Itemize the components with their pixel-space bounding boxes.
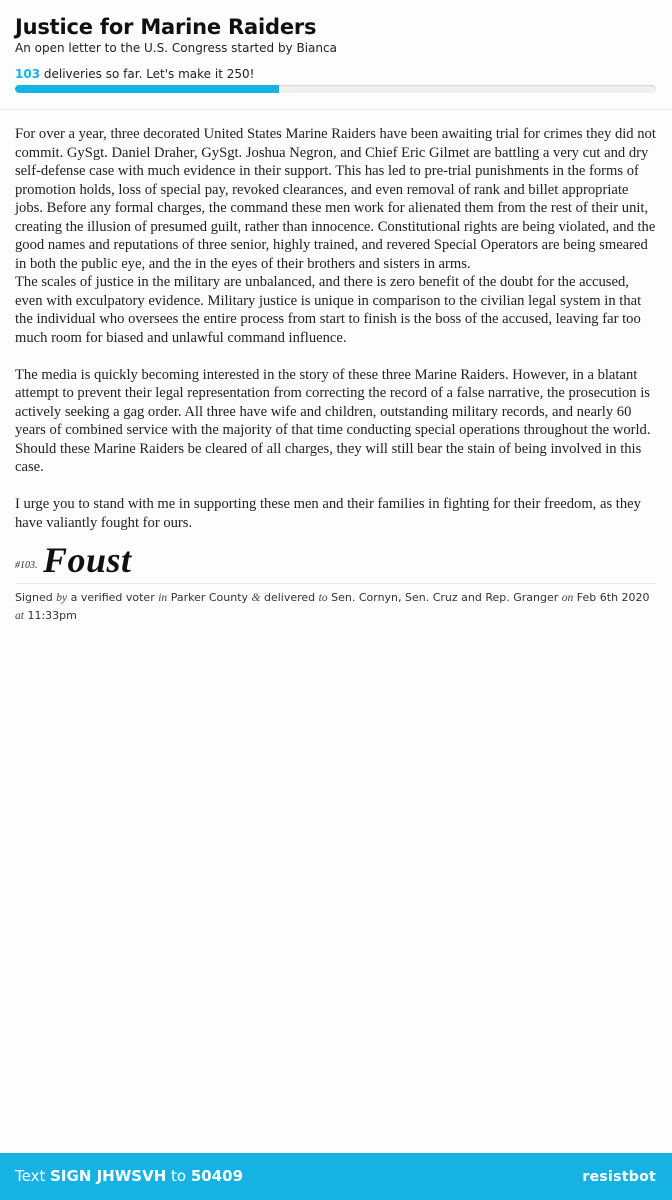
letter-body [15, 125, 657, 532]
deliveries-count: 103 [15, 67, 41, 81]
by-word: by [56, 592, 68, 604]
signature-name: Foust [43, 540, 132, 580]
letter-paragraph: For over a year, three decorated United States Marine Raiders have been awaiting trial for crimes they did not commit. GySgt. Daniel Draher, GySgt. Joshua Negron, and Chief Eric Gilmet are battling a very cut and dry self-defense case with much evidence in their support. This has led to pre-trial punishments in the forms of promotion holds, loss of special pay, revoked clearances, and even removal of rank and billet appropriate jobs. Before any formal charges, the command these men work for alienated them from the rest of their unit, creating the illusion of presumed guilt, rather than innocence. Constitutional rights are being violated, and the good names and reputations of three senior, highly trained, and revered Special Operators are being smeared in both the public eye, and the in the eyes of their brothers and sisters in arms. [15, 126, 656, 272]
deliveries-progress-fill [15, 85, 279, 93]
letter-paragraph: The media is quickly becoming interested in the story of these three Marine Raiders. However, in a blatant attempt to prevent their legal representation from correcting the record of a false narrative, the prosecution is actively seeking a gag order. All three have wife and children, outstanding military records, and nearly 60 years of combined service with the majority of that time conducting special operations throughout the world. Should these Marine Raiders be cleared of all charges, they will still bear the stain of being involved in this case. [15, 366, 651, 475]
page-title: Justice for Marine Raiders [15, 15, 317, 39]
text-to-sign-cta[interactable] [15, 1166, 243, 1186]
ampersand: & [251, 592, 261, 604]
letter-header [0, 0, 672, 110]
deliveries-status [15, 66, 254, 82]
to-word: to [171, 1167, 187, 1185]
signature-block [15, 538, 657, 586]
voter-status: a verified voter [70, 591, 155, 604]
signature-details [15, 589, 660, 625]
signature-number: #103. [15, 560, 38, 571]
to-word: to [318, 592, 328, 604]
page-subtitle: An open letter to the U.S. Congress started by Bianca [15, 41, 337, 55]
letter-paragraph: The scales of justice in the military are unbalanced, and there is zero benefit of the doubt for the accused, even with exculpatory evidence. Military justice is unique in comparison to the civilian legal system in that the individual who oversees the entire process from start to finish is the boss of the accused, leaving far too much room for biased and unlawful command influence. [15, 274, 642, 346]
on-word: on [561, 592, 574, 604]
signed-time: 11:33pm [27, 609, 77, 622]
text-word: Text [15, 1167, 46, 1185]
recipients: Sen. Cornyn, Sen. Cruz and Rep. Granger [331, 591, 559, 604]
signed-date: Feb 6th 2020 [576, 591, 650, 604]
sms-number: 50409 [190, 1167, 244, 1185]
deliveries-progress-bar [15, 85, 656, 93]
letter-paragraph: I urge you to stand with me in supporting these men and their families in fighting for their freedom, as they have valiantly fought for ours. [15, 496, 641, 531]
at-word: at [15, 610, 24, 622]
signature-divider [15, 583, 657, 584]
signed-label: Signed [15, 591, 53, 604]
sign-keyword: SIGN JHWSVH [50, 1167, 167, 1185]
resistbot-logo-link[interactable]: resistbot [582, 1169, 656, 1185]
deliveries-text: deliveries so far. Let's make it 250! [40, 67, 255, 81]
delivered-label: delivered [263, 591, 316, 604]
footer-bar [0, 1153, 672, 1200]
county: Parker County [170, 591, 249, 604]
in-word: in [158, 592, 168, 604]
